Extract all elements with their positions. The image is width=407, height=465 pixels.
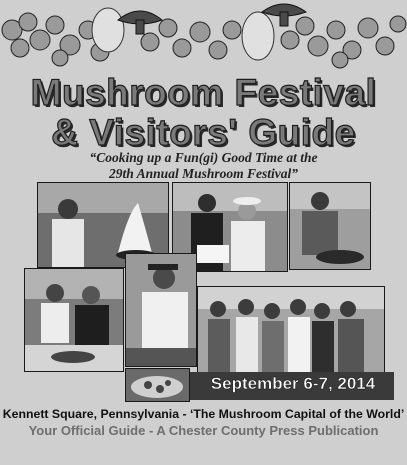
chef-portrait-photo (125, 253, 197, 367)
mushroom-garland-illustration (0, 0, 407, 72)
tagline-line-1: “Cooking up a Fun(gi) Good Time at the (89, 150, 318, 165)
publication-line: Your Official Guide - A Chester County Press Publication (28, 423, 379, 438)
title-line-2: & Visitors' Guide (51, 112, 356, 153)
woman-serving-photo (289, 182, 371, 270)
title-line-1: Mushroom Festival (30, 72, 377, 113)
volunteers-group-photo (197, 286, 385, 376)
chefs-demo-photo (24, 268, 124, 372)
tagline-line-2: 29th Annual Mushroom Festival” (109, 166, 298, 181)
mushroom-dish-photo (125, 368, 190, 402)
festival-date: September 6-7, 2014 (210, 374, 376, 393)
location-line: Kennett Square, Pennsylvania - ‘The Mushroom Capital of the World’ (2, 407, 405, 421)
